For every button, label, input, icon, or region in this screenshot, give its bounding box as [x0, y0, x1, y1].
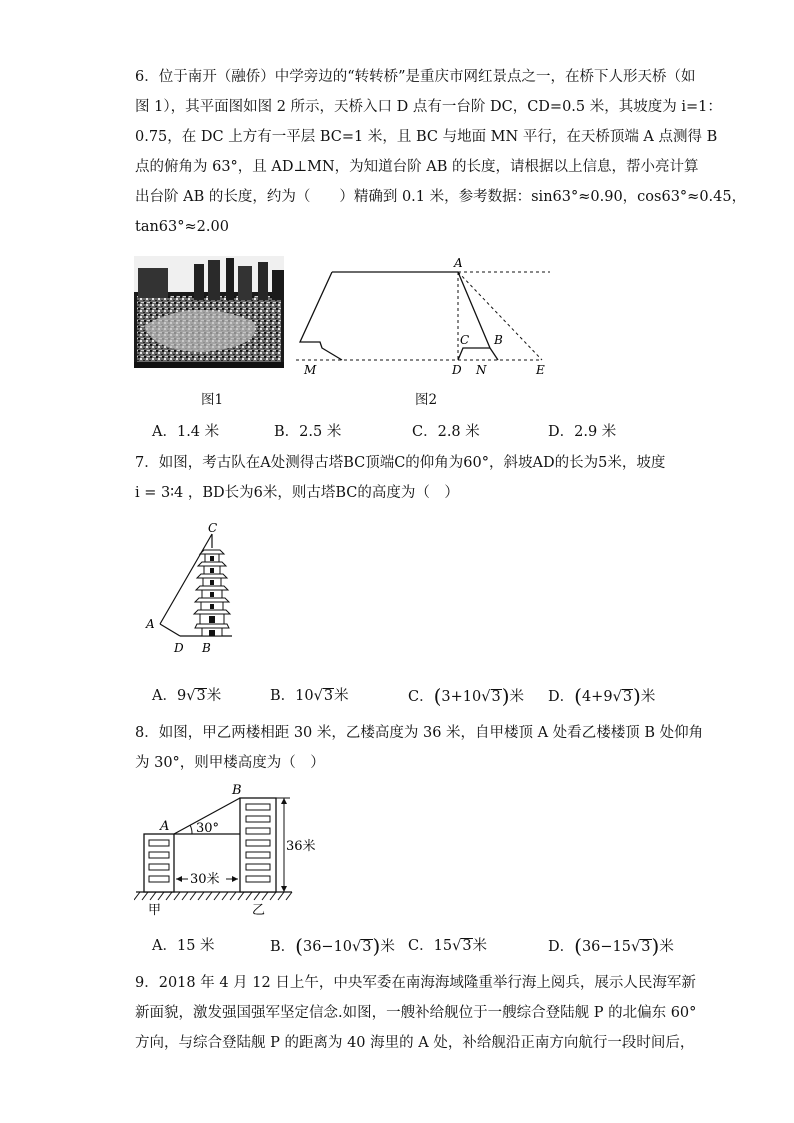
option-radicand: 3 [196, 688, 206, 704]
option-c[interactable]: C．15√3米 [408, 938, 488, 954]
option-lead: 36−10 [302, 939, 353, 955]
q6-line: 6．位于南开（融侨）中学旁边的“转转桥”是重庆市网红景点之一，在桥下人形天桥（如 [135, 69, 696, 85]
q9-line: 9．2018 年 4 月 12 日上午，中央军委在南海海域隆重举行海上阅兵，展示人民海军新 [135, 975, 696, 991]
option-b[interactable]: B．(36−10√3)米 [270, 934, 395, 958]
q9-line: 新面貌，激发强国强军坚定信念.如图，一艘补给舰位于一艘综合登陆舰 P 的北偏东 60° [135, 1005, 697, 1021]
option-coef: 9 [176, 688, 187, 704]
figure-pagoda [140, 520, 240, 656]
q6-line: tan63°≈2.00 [135, 219, 229, 235]
option-radicand: 3 [462, 938, 472, 954]
option-unit: 米 [334, 688, 349, 704]
option-a[interactable]: A．15 米 [152, 938, 215, 954]
question-8-text [135, 718, 704, 778]
option-prefix: D． [548, 689, 575, 705]
option-radicand: 3 [323, 688, 334, 704]
label-b: B [232, 783, 242, 798]
q8-line: 8．如图，甲乙两楼相距 30 米，乙楼高度为 36 米，自甲楼顶 A 处看乙楼楼顶 B 处仰角 [135, 725, 704, 741]
label-a: A [146, 617, 155, 631]
option-d[interactable]: D．(4+9√3)米 [548, 684, 656, 708]
q6-line: 出台阶 AB 的长度，约为（ ）精确到 0.1 米，参考数据：sin63°≈0.90，cos63°≈0.45， [135, 189, 747, 205]
label-d: D [174, 641, 184, 655]
option-coef: 10 [295, 688, 314, 704]
label-d: D [452, 363, 462, 377]
label-height: 36米 [286, 839, 316, 854]
label-b: B [494, 333, 503, 347]
option-unit: 米 [640, 689, 656, 705]
option-prefix: C． [408, 689, 434, 705]
figure-2-diagram [292, 256, 558, 378]
option-prefix: B． [270, 939, 296, 955]
label-angle: 30° [196, 821, 220, 836]
option-b[interactable]: B．10√3米 [270, 688, 349, 704]
option-prefix: C． [408, 938, 434, 954]
q6-options [152, 420, 672, 444]
q6-line: 0.75，在 DC 上方有一平层 BC=1 米，且 BC 与地面 MN 平行，在天桥顶端 A 点测得 B [135, 129, 718, 145]
question-7-text [135, 448, 675, 508]
label-c: C [460, 333, 470, 347]
option-unit: 米 [509, 689, 525, 705]
option-unit: 米 [206, 688, 222, 704]
label-a: A [160, 819, 170, 834]
q7-line: i = 3∶4 ，BD长为6米，则古塔BC的高度为（ ） [135, 485, 459, 501]
option-a[interactable]: A．1.4 米 [152, 424, 220, 440]
option-c[interactable]: C．2.8 米 [412, 424, 480, 440]
figure-1-photo [134, 256, 284, 368]
label-e: E [536, 363, 545, 377]
option-coef: 15 [433, 938, 453, 954]
label-n: N [476, 363, 487, 377]
label-a: A [454, 256, 463, 270]
option-a[interactable]: A．9√3米 [152, 688, 222, 704]
label-b: B [202, 641, 211, 655]
option-radicand: 3 [362, 939, 372, 955]
q8-options [152, 934, 672, 958]
label-m: M [304, 363, 317, 377]
option-unit: 米 [659, 939, 674, 955]
question-6-text [135, 62, 747, 242]
label-c: C [208, 521, 218, 535]
option-prefix: D． [548, 939, 575, 955]
q7-line: 7．如图，考古队在A处测得古塔BC顶端C的仰角为60°，斜坡AD的长为5米，坡度 [135, 455, 666, 471]
figure-1-caption: 图1 [201, 392, 224, 408]
label-jia: 甲 [148, 903, 162, 918]
label-distance: 30米 [190, 872, 220, 887]
option-lead: 36−15 [581, 939, 632, 955]
option-c[interactable]: C．(3+10√3)米 [408, 684, 525, 708]
option-d[interactable]: D．2.9 米 [548, 424, 617, 440]
option-radicand: 3 [622, 689, 633, 705]
q8-line: 为 30°，则甲楼高度为（ ） [135, 755, 325, 771]
question-9-text [135, 968, 697, 1058]
figure-buildings [134, 782, 324, 920]
option-prefix: B． [270, 688, 296, 704]
option-d[interactable]: D．(36−15√3)米 [548, 934, 674, 958]
q6-line: 图 1），其平面图如图 2 所示，天桥入口 D 点有一台阶 DC，CD=0.5 米，其坡度为 i=1： [135, 99, 722, 115]
label-yi: 乙 [252, 903, 266, 918]
option-b[interactable]: B．2.5 米 [274, 424, 342, 440]
figure-2-caption: 图2 [415, 392, 438, 408]
q7-options [152, 684, 672, 708]
option-prefix: A． [152, 688, 177, 704]
option-lead: 3+10 [441, 689, 482, 705]
option-unit: 米 [472, 938, 488, 954]
q9-line: 方向，与综合登陆舰 P 的距离为 40 海里的 A 处，补给舰沿正南方向航行一段时间后， [135, 1035, 695, 1051]
option-unit: 米 [380, 939, 395, 955]
option-radicand: 3 [491, 689, 501, 705]
option-radicand: 3 [641, 939, 651, 955]
option-lead: 4+9 [581, 689, 613, 705]
q6-line: 点的俯角为 63°，且 AD⊥MN，为知道台阶 AB 的长度，请根据以上信息，帮小亮计算 [135, 159, 699, 175]
